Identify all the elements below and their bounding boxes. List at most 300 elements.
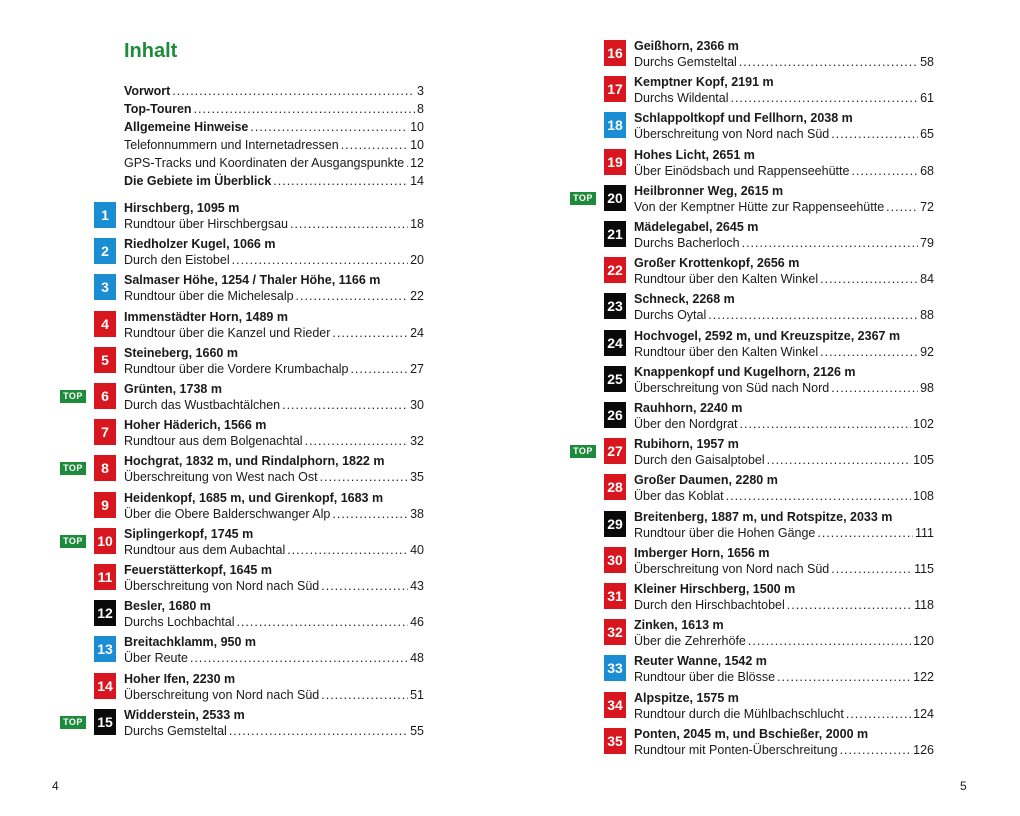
tour-name: Geißhorn, 2366 m bbox=[634, 39, 739, 53]
right-page bbox=[510, 0, 1020, 816]
tour-page: 35 bbox=[410, 470, 424, 485]
tour-text bbox=[124, 272, 424, 304]
tour-route-line bbox=[124, 433, 424, 449]
tour-route: Durchs Bacherloch bbox=[634, 236, 740, 250]
tour-text bbox=[124, 490, 424, 522]
tour-name: Hoher Ifen, 2230 m bbox=[124, 671, 236, 686]
tour-entry[interactable] bbox=[604, 690, 944, 724]
tour-page: 46 bbox=[410, 615, 424, 630]
tour-page: 24 bbox=[410, 325, 424, 340]
tour-entry[interactable] bbox=[63, 707, 434, 741]
tour-number-badge: 20 bbox=[604, 185, 626, 211]
tour-number-badge: 17 bbox=[604, 76, 626, 102]
tour-name: Besler, 1680 m bbox=[124, 599, 211, 614]
tour-entry[interactable] bbox=[604, 653, 944, 687]
leader-dots bbox=[321, 578, 408, 594]
tour-entry[interactable] bbox=[604, 147, 944, 181]
tour-route-line bbox=[634, 597, 934, 613]
toc-entry-label: Die Gebiete im Überblick bbox=[124, 174, 272, 188]
tour-entry[interactable] bbox=[94, 309, 434, 343]
tour-number-badge: 32 bbox=[604, 619, 626, 645]
leader-dots bbox=[229, 723, 408, 739]
leader-dots bbox=[739, 54, 918, 70]
tour-route: Rundtour über den Kalten Winkel bbox=[634, 272, 819, 287]
toc-entry-page: 12 bbox=[410, 156, 424, 170]
tour-text bbox=[634, 255, 934, 287]
tour-entry[interactable] bbox=[604, 545, 944, 579]
leader-dots bbox=[831, 126, 918, 142]
tour-number-badge: 12 bbox=[94, 600, 116, 626]
tour-route-line bbox=[124, 542, 424, 558]
tour-number-badge: 24 bbox=[604, 330, 626, 356]
tour-entry[interactable] bbox=[604, 291, 944, 325]
leader-dots bbox=[296, 288, 409, 304]
tour-text bbox=[634, 509, 934, 541]
tour-name: Rubihorn, 1957 m bbox=[634, 437, 739, 452]
tour-route-line bbox=[634, 271, 934, 287]
tour-page: 122 bbox=[913, 670, 934, 685]
tour-number-badge: 23 bbox=[604, 293, 626, 319]
tour-name: Widderstein, 2533 m bbox=[124, 707, 245, 722]
tour-route-line bbox=[124, 216, 424, 232]
tour-route-line bbox=[634, 452, 934, 468]
leader-dots bbox=[742, 235, 918, 251]
tour-page: 38 bbox=[410, 506, 424, 521]
tour-route-line bbox=[124, 252, 424, 268]
tour-name: Feuerstätterkopf, 1645 m bbox=[124, 563, 272, 577]
tour-route-line bbox=[634, 54, 934, 70]
tour-route-line bbox=[634, 488, 934, 504]
toc-entry-page: 10 bbox=[410, 138, 424, 152]
tour-route-line bbox=[634, 416, 934, 432]
tour-page: 32 bbox=[410, 434, 424, 449]
tour-page: 18 bbox=[410, 217, 424, 231]
tour-name: Steineberg, 1660 m bbox=[124, 345, 238, 360]
tour-text bbox=[124, 562, 424, 594]
tour-page: 118 bbox=[914, 598, 934, 612]
tour-route: Rundtour über Hirschbergsau bbox=[124, 217, 288, 231]
leader-dots bbox=[305, 433, 409, 449]
leader-dots bbox=[320, 469, 408, 485]
tour-entry[interactable] bbox=[604, 74, 944, 108]
tour-number-badge: 26 bbox=[604, 402, 626, 428]
tour-route: Über den Nordgrat bbox=[634, 417, 738, 431]
toc-entry-label: GPS-Tracks und Koordinaten der Ausgangspunkte bbox=[124, 156, 405, 170]
tour-text bbox=[634, 364, 934, 396]
tour-number-badge: 35 bbox=[604, 728, 626, 754]
tour-name: Schneck, 2268 m bbox=[634, 292, 735, 307]
tour-number-badge: 31 bbox=[604, 583, 626, 609]
tour-number-badge: 13 bbox=[94, 636, 116, 662]
tour-page: 84 bbox=[920, 272, 934, 287]
top-badge: TOP bbox=[570, 445, 596, 458]
tour-name: Breitenberg, 1887 m, und Rotspitze, 2033 m bbox=[634, 509, 893, 524]
tour-text bbox=[634, 110, 934, 142]
tour-entry[interactable] bbox=[604, 509, 944, 543]
tour-route-line bbox=[124, 650, 424, 666]
leader-dots bbox=[287, 542, 408, 558]
front-matter-list bbox=[124, 82, 424, 190]
tour-entry[interactable] bbox=[604, 726, 944, 760]
page-title: Inhalt bbox=[124, 40, 178, 62]
leader-dots bbox=[740, 416, 912, 432]
tour-page: 27 bbox=[410, 361, 424, 376]
tour-page: 43 bbox=[410, 579, 424, 593]
tour-page: 79 bbox=[920, 236, 934, 250]
leader-dots bbox=[886, 199, 918, 215]
tour-route-line bbox=[634, 380, 934, 396]
tour-number-badge: 11 bbox=[94, 564, 116, 590]
toc-entry[interactable] bbox=[124, 154, 424, 172]
tour-route: Über die Zehrerhöfe bbox=[634, 634, 746, 649]
tour-number-badge: 4 bbox=[94, 311, 116, 337]
leader-dots bbox=[817, 525, 913, 541]
tour-entry[interactable] bbox=[94, 490, 434, 524]
tour-entry[interactable] bbox=[94, 634, 434, 668]
tour-text bbox=[634, 183, 934, 215]
tour-page: 124 bbox=[913, 706, 934, 721]
top-badge: TOP bbox=[60, 716, 86, 729]
tour-number-badge: 22 bbox=[604, 257, 626, 283]
tour-text bbox=[634, 581, 934, 613]
tour-text bbox=[124, 526, 424, 558]
tour-page: 48 bbox=[410, 651, 424, 666]
tour-text bbox=[124, 707, 424, 739]
toc-entry[interactable] bbox=[124, 118, 424, 136]
tour-page: 92 bbox=[920, 344, 934, 359]
leader-dots bbox=[190, 650, 408, 666]
tour-page: 22 bbox=[410, 289, 424, 304]
tour-number-badge: 30 bbox=[604, 547, 626, 573]
tour-name: Riedholzer Kugel, 1066 m bbox=[124, 237, 276, 252]
tour-name: Ponten, 2045 m, und Bschießer, 2000 m bbox=[634, 726, 869, 741]
tour-route: Rundtour durch die Mühlbachschlucht bbox=[634, 706, 844, 721]
tour-name: Mädelegabel, 2645 m bbox=[634, 220, 759, 234]
tour-page: 55 bbox=[410, 723, 424, 738]
tour-number-badge: 25 bbox=[604, 366, 626, 392]
tour-route-line bbox=[634, 163, 934, 179]
tour-text bbox=[124, 345, 424, 377]
tour-name: Hochgrat, 1832 m, und Rindalphorn, 1822 m bbox=[124, 454, 385, 469]
tour-page: 20 bbox=[410, 253, 424, 268]
tour-entry[interactable] bbox=[63, 453, 434, 487]
tour-text bbox=[634, 38, 934, 70]
tour-name: Großer Krottenkopf, 2656 m bbox=[634, 256, 800, 271]
tour-text bbox=[124, 309, 424, 341]
tour-number-badge: 19 bbox=[604, 149, 626, 175]
tour-route: Überschreitung von Nord nach Süd bbox=[634, 127, 830, 142]
leader-dots bbox=[730, 90, 918, 106]
tour-entry[interactable] bbox=[604, 472, 944, 506]
toc-entry-page: 14 bbox=[410, 174, 424, 188]
leader-dots bbox=[846, 706, 911, 722]
tour-route: Rundtour mit Ponten-Überschreitung bbox=[634, 742, 838, 757]
tour-route: Durch den Eistobel bbox=[124, 253, 230, 268]
tour-text bbox=[124, 598, 424, 630]
tour-entry[interactable] bbox=[94, 598, 434, 632]
tour-number-badge: 3 bbox=[94, 274, 116, 300]
toc-entry[interactable] bbox=[124, 172, 424, 190]
tour-route-line bbox=[634, 706, 934, 722]
tour-page: 108 bbox=[913, 489, 934, 504]
tour-route: Überschreitung von Nord nach Süd bbox=[634, 561, 830, 576]
tour-route-line bbox=[634, 199, 934, 215]
tour-name: Alpspitze, 1575 m bbox=[634, 690, 739, 705]
toc-entry-page: 8 bbox=[417, 102, 424, 116]
tour-number-badge: 34 bbox=[604, 692, 626, 718]
top-badge: TOP bbox=[570, 192, 596, 205]
tour-number-badge: 27 bbox=[604, 438, 626, 464]
leader-dots bbox=[290, 216, 408, 232]
tour-entry[interactable] bbox=[94, 200, 434, 234]
leader-dots bbox=[250, 118, 408, 136]
tour-text bbox=[124, 453, 424, 485]
tour-route: Durch den Hirschbachtobel bbox=[634, 598, 785, 612]
leader-dots bbox=[820, 271, 918, 287]
tour-page: 111 bbox=[914, 525, 934, 540]
tour-route: Überschreitung von West nach Ost bbox=[124, 470, 318, 485]
toc-entry-label: Top-Touren bbox=[124, 102, 192, 116]
leader-dots bbox=[236, 614, 408, 630]
tour-text bbox=[634, 219, 934, 251]
tour-text bbox=[634, 400, 934, 432]
tour-route-line bbox=[124, 506, 424, 522]
page-number-left: 4 bbox=[52, 779, 59, 793]
leader-dots bbox=[831, 561, 912, 577]
tour-entry[interactable] bbox=[604, 328, 944, 362]
tour-number-badge: 7 bbox=[94, 419, 116, 445]
tour-route: Rundtour über die Hohen Gänge bbox=[634, 525, 816, 540]
tour-text bbox=[124, 200, 424, 232]
tour-route-line bbox=[124, 614, 424, 630]
toc-entry-label: Vorwort bbox=[124, 84, 171, 98]
tour-text bbox=[634, 147, 934, 179]
tour-route-line bbox=[634, 126, 934, 142]
leader-dots bbox=[194, 100, 415, 118]
tour-entry[interactable] bbox=[63, 381, 434, 415]
tour-name: Salmaser Höhe, 1254 / Thaler Höhe, 1166 m bbox=[124, 273, 381, 288]
leader-dots bbox=[350, 361, 408, 377]
tour-route-line bbox=[634, 633, 934, 649]
tour-text bbox=[124, 417, 424, 449]
leader-dots bbox=[708, 307, 918, 323]
toc-entry[interactable] bbox=[124, 136, 424, 154]
tour-route: Über das Koblat bbox=[634, 489, 724, 504]
tour-number-badge: 2 bbox=[94, 238, 116, 264]
tour-entry[interactable] bbox=[573, 436, 944, 470]
tour-entry[interactable] bbox=[604, 255, 944, 289]
tour-route-line bbox=[634, 669, 934, 685]
tour-number-badge: 28 bbox=[604, 474, 626, 500]
tour-route: Durch das Wustbachtälchen bbox=[124, 398, 281, 412]
tour-page: 65 bbox=[920, 127, 934, 142]
tour-entry[interactable] bbox=[604, 581, 944, 615]
tour-route: Über Einödsbach und Rappenseehütte bbox=[634, 163, 850, 178]
tour-name: Heidenkopf, 1685 m, und Girenkopf, 1683 m bbox=[124, 490, 384, 505]
leader-dots bbox=[831, 380, 918, 396]
leader-dots bbox=[232, 252, 408, 268]
tour-number-badge: 6 bbox=[94, 383, 116, 409]
tour-route: Durchs Oytal bbox=[634, 308, 707, 323]
tour-page: 61 bbox=[920, 91, 934, 106]
tour-name: Kleiner Hirschberg, 1500 m bbox=[634, 582, 796, 596]
tour-name: Kemptner Kopf, 2191 m bbox=[634, 75, 774, 90]
tour-route: Rundtour über die Vordere Krumbachalp bbox=[124, 361, 349, 376]
tour-text bbox=[634, 545, 934, 577]
tour-number-badge: 29 bbox=[604, 511, 626, 537]
tour-entry[interactable] bbox=[94, 272, 434, 306]
leader-dots bbox=[726, 488, 912, 504]
tour-route-line bbox=[124, 288, 424, 304]
tour-name: Hoher Häderich, 1566 m bbox=[124, 418, 267, 433]
tour-route: Rundtour aus dem Bolgenachtal bbox=[124, 434, 303, 449]
tour-entry[interactable] bbox=[604, 219, 944, 253]
leader-dots bbox=[767, 452, 912, 468]
leader-dots bbox=[787, 597, 912, 613]
tour-text bbox=[634, 617, 934, 649]
leader-dots bbox=[748, 633, 911, 649]
page-number-right: 5 bbox=[960, 779, 967, 793]
tour-page: 105 bbox=[913, 453, 934, 468]
tour-route-line bbox=[634, 525, 934, 541]
tour-route-line bbox=[124, 723, 424, 739]
tour-route: Überschreitung von Nord nach Süd bbox=[124, 687, 320, 702]
tour-route-line bbox=[634, 235, 934, 251]
leader-dots bbox=[820, 344, 918, 360]
tour-name: Großer Daumen, 2280 m bbox=[634, 473, 778, 488]
tour-entry[interactable] bbox=[604, 38, 944, 72]
tour-name: Siplingerkopf, 1745 m bbox=[124, 526, 254, 541]
tour-number-badge: 9 bbox=[94, 492, 116, 518]
tour-route: Durchs Lochbachtal bbox=[124, 615, 235, 630]
toc-entry-label: Allgemeine Hinweise bbox=[124, 120, 249, 134]
tour-route-line bbox=[124, 578, 424, 594]
tour-page: 51 bbox=[410, 687, 424, 702]
tour-route-line bbox=[124, 325, 424, 341]
tour-route-line bbox=[634, 561, 934, 577]
tour-route-line bbox=[634, 742, 934, 758]
tour-page: 102 bbox=[913, 417, 934, 431]
toc-entry[interactable] bbox=[124, 82, 424, 100]
tour-number-badge: 8 bbox=[94, 455, 116, 481]
leader-dots bbox=[840, 742, 912, 758]
tour-name: Heilbronner Weg, 2615 m bbox=[634, 183, 784, 198]
tour-entry[interactable] bbox=[94, 562, 434, 596]
tour-page: 115 bbox=[914, 561, 934, 576]
tour-page: 58 bbox=[920, 55, 934, 69]
tour-number-badge: 21 bbox=[604, 221, 626, 247]
tour-route: Durchs Gemsteltal bbox=[124, 723, 227, 738]
leader-dots bbox=[851, 163, 918, 179]
tour-number-badge: 14 bbox=[94, 673, 116, 699]
tour-route: Rundtour über die Blösse bbox=[634, 670, 776, 685]
tour-route: Überschreitung von Nord nach Süd bbox=[124, 579, 320, 593]
top-badge: TOP bbox=[60, 390, 86, 403]
tour-entry[interactable] bbox=[604, 364, 944, 398]
tour-text bbox=[634, 74, 934, 106]
tour-page: 98 bbox=[920, 380, 934, 395]
tour-entry[interactable] bbox=[604, 617, 944, 651]
tour-name: Zinken, 1613 m bbox=[634, 618, 724, 633]
leader-dots bbox=[406, 154, 408, 172]
tour-name: Breitachklamm, 950 m bbox=[124, 635, 257, 650]
tour-name: Imberger Horn, 1656 m bbox=[634, 545, 770, 560]
tour-name: Rauhhorn, 2240 m bbox=[634, 401, 743, 415]
toc-entry-label: Telefonnummern und Internetadressen bbox=[124, 138, 339, 152]
tour-name: Hochvogel, 2592 m, und Kreuzspitze, 2367 m bbox=[634, 328, 901, 343]
toc-entry[interactable] bbox=[124, 100, 424, 118]
tour-entry[interactable] bbox=[94, 417, 434, 451]
tour-route: Rundtour aus dem Aubachtal bbox=[124, 542, 286, 557]
tour-route-line bbox=[124, 397, 424, 413]
tour-route: Durch den Gaisalptobel bbox=[634, 453, 765, 468]
tour-name: Schlappoltkopf und Fellhorn, 2038 m bbox=[634, 111, 853, 126]
tour-route-line bbox=[124, 469, 424, 485]
tour-entry[interactable] bbox=[63, 526, 434, 560]
tour-route: Durchs Wildental bbox=[634, 91, 729, 106]
leader-dots bbox=[341, 136, 408, 154]
leader-dots bbox=[332, 506, 408, 522]
tour-text bbox=[634, 690, 934, 722]
leader-dots bbox=[282, 397, 408, 413]
tour-number-badge: 16 bbox=[604, 40, 626, 66]
tour-name: Reuter Wanne, 1542 m bbox=[634, 654, 767, 669]
tour-route: Über Reute bbox=[124, 651, 188, 666]
tour-name: Immenstädter Horn, 1489 m bbox=[124, 309, 288, 324]
tour-entry[interactable] bbox=[94, 345, 434, 379]
tour-number-badge: 33 bbox=[604, 655, 626, 681]
tour-route: Rundtour über die Michelesalp bbox=[124, 289, 294, 304]
tour-page: 88 bbox=[920, 308, 934, 323]
tour-text bbox=[634, 472, 934, 504]
tour-number-badge: 1 bbox=[94, 202, 116, 228]
tour-text bbox=[634, 291, 934, 323]
tour-route-line bbox=[634, 307, 934, 323]
tour-route: Überschreitung von Süd nach Nord bbox=[634, 380, 830, 395]
leader-dots bbox=[332, 325, 408, 341]
tour-page: 68 bbox=[920, 163, 934, 178]
tour-entry[interactable] bbox=[604, 110, 944, 144]
tour-entry[interactable] bbox=[604, 400, 944, 434]
tour-page: 30 bbox=[410, 398, 424, 412]
tour-route-line bbox=[634, 90, 934, 106]
top-badge: TOP bbox=[60, 535, 86, 548]
tour-name: Hohes Licht, 2651 m bbox=[634, 147, 755, 162]
tour-number-badge: 18 bbox=[604, 112, 626, 138]
leader-dots bbox=[273, 172, 408, 190]
tour-route-line bbox=[124, 687, 424, 703]
tour-entry[interactable] bbox=[94, 671, 434, 705]
tour-route-line bbox=[634, 344, 934, 360]
tour-name: Hirschberg, 1095 m bbox=[124, 201, 240, 215]
tour-entry[interactable] bbox=[94, 236, 434, 270]
top-badge: TOP bbox=[60, 462, 86, 475]
tour-number-badge: 5 bbox=[94, 347, 116, 373]
tour-number-badge: 15 bbox=[94, 709, 116, 735]
tour-entry[interactable] bbox=[573, 183, 944, 217]
tour-page: 40 bbox=[410, 542, 424, 557]
tour-name: Knappenkopf und Kugelhorn, 2126 m bbox=[634, 364, 856, 379]
tour-route: Rundtour über den Kalten Winkel bbox=[634, 344, 819, 359]
tour-route: Von der Kemptner Hütte zur Rappenseehütte bbox=[634, 199, 885, 214]
tour-text bbox=[124, 671, 424, 703]
leader-dots bbox=[777, 669, 911, 685]
tour-route: Über die Obere Balderschwanger Alp bbox=[124, 506, 331, 521]
tour-text bbox=[634, 653, 934, 685]
tour-route: Rundtour über die Kanzel und Rieder bbox=[124, 325, 331, 340]
tour-text bbox=[634, 328, 934, 360]
tour-text bbox=[124, 634, 424, 666]
